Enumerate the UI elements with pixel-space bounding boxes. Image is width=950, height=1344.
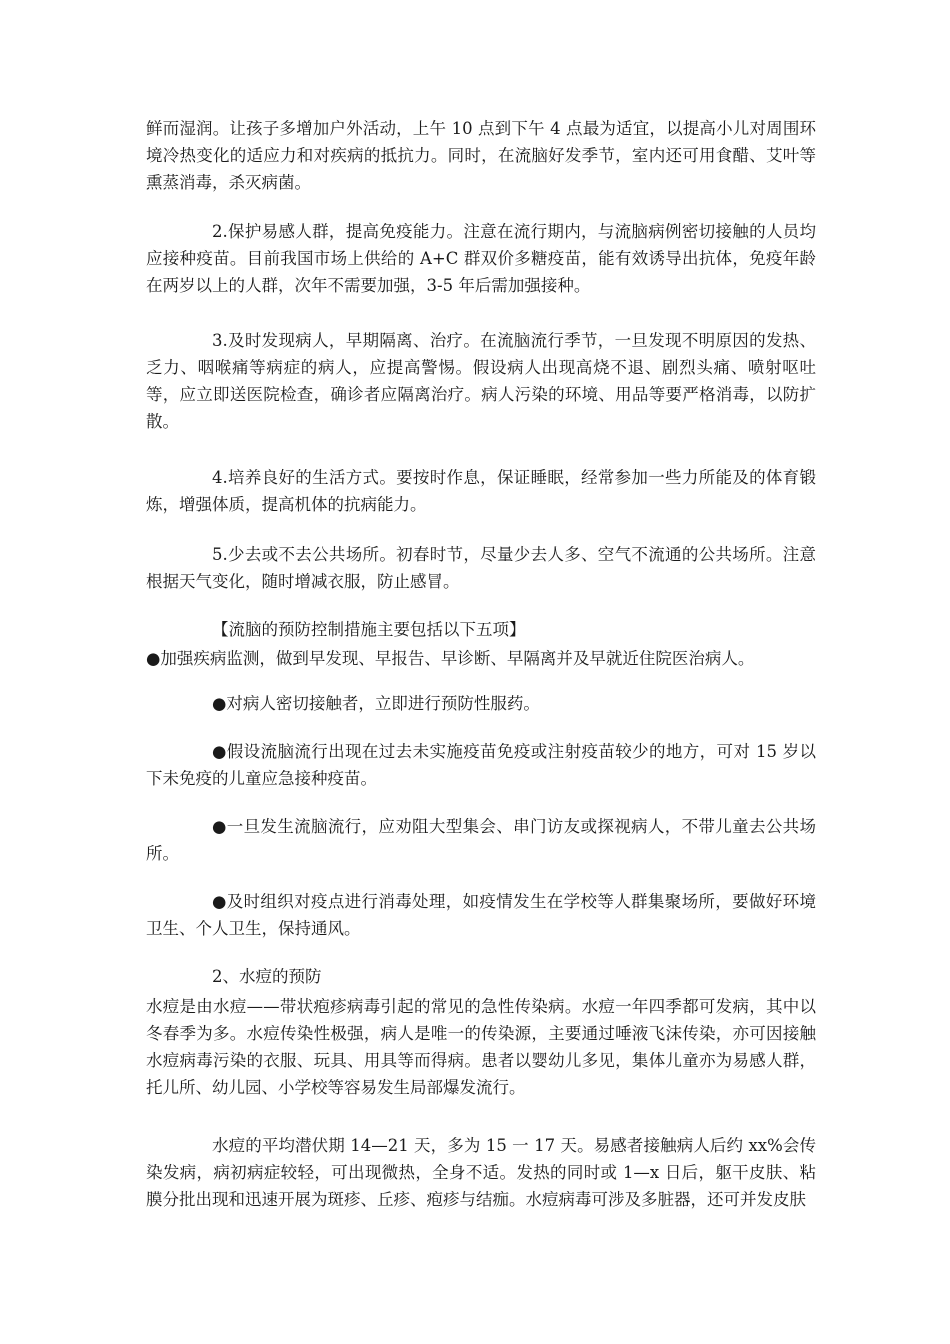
section-heading-control-measures: 【流脑的预防控制措施主要包括以下五项】 bbox=[212, 620, 526, 639]
paragraph-outdoor-activity: 鲜而湿润。让孩子多增加户外活动，上午 10 点到下午 4 点最为适宜，以提高小儿对周围环境冷热变化的适应力和对疾病的抵抗力。同时，在流脑好发季节，室内还可用食醋、艾叶等熏蒸消毒，杀灭病菌。 bbox=[146, 119, 816, 192]
paragraph-avoid-public-places: 5.少去或不去公共场所。初春时节，尽量少去人多、空气不流通的公共场所。注意根据天气变化，随时增减衣服，防止感冒。 bbox=[146, 545, 816, 591]
section-heading-varicella: 2、水痘的预防 bbox=[212, 967, 322, 986]
paragraph-healthy-lifestyle: 4.培养良好的生活方式。要按时作息，保证睡眠，经常参加一些力所能及的体育锻炼，增强体质，提高机体的抗病能力。 bbox=[146, 468, 816, 514]
paragraph-protect-susceptible: 2.保护易感人群，提高免疫能力。注意在流行期内，与流脑病例密切接触的人员均应接种疫苗。目前我国市场上供给的 A+C 群双价多糖疫苗，能有效诱导出抗体，免疫年龄在两岁以上的人群，次年不需要加强，3-5 年后需加强接种。 bbox=[146, 222, 816, 295]
bullet-emergency-vaccination: ●假设流脑流行出现在过去未实施疫苗免疫或注射疫苗较少的地方，可对 15 岁以下未免疫的儿童应急接种疫苗。 bbox=[146, 742, 816, 788]
bullet-avoid-gatherings: ●一旦发生流脑流行，应劝阻大型集会、串门访友或探视病人，不带儿童去公共场所。 bbox=[146, 817, 816, 863]
paragraph-early-detection: 3.及时发现病人，早期隔离、治疗。在流脑流行季节，一旦发现不明原因的发热、乏力、咽喉痛等病症的病人，应提高警惕。假设病人出现高烧不退、剧烈头痛、喷射呕吐等，应立即送医院检查，确诊者应隔离治疗。病人污染的环境、用品等要严格消毒，以防扩散。 bbox=[146, 331, 816, 431]
bullet-preventive-medication: ●对病人密切接触者，立即进行预防性服药。 bbox=[212, 694, 540, 713]
paragraph-varicella-intro: 水痘是由水痘——带状疱疹病毒引起的常见的急性传染病。水痘一年四季都可发病，其中以冬春季为多。水痘传染性极强，病人是唯一的传染源，主要通过唾液飞沫传染，亦可因接触水痘病毒污染的衣服、玩具、用具等而得病。患者以婴幼儿多见，集体儿童亦为易感人群，托儿所、幼儿园、小学校等容易发生局部爆发流行。 bbox=[146, 997, 816, 1097]
bullet-disease-monitoring: ●加强疾病监测，做到早发现、早报告、早诊断、早隔离并及早就近住院医治病人。 bbox=[146, 649, 755, 668]
paragraph-varicella-incubation: 水痘的平均潜伏期 14—21 天，多为 15 一 17 天。易感者接触病人后约 xx%会传染发病，病初病症较轻，可出现微热，全身不适。发热的同时或 1—x 日后，躯干皮肤、粘膜分批出现和迅速开展为斑疹、丘疹、疱疹与结痂。水痘病毒可涉及多脏器，还可并发皮肤 bbox=[146, 1136, 816, 1209]
bullet-disinfection: ●及时组织对疫点进行消毒处理，如疫情发生在学校等人群集聚场所，要做好环境卫生、个人卫生，保持通风。 bbox=[146, 892, 816, 938]
